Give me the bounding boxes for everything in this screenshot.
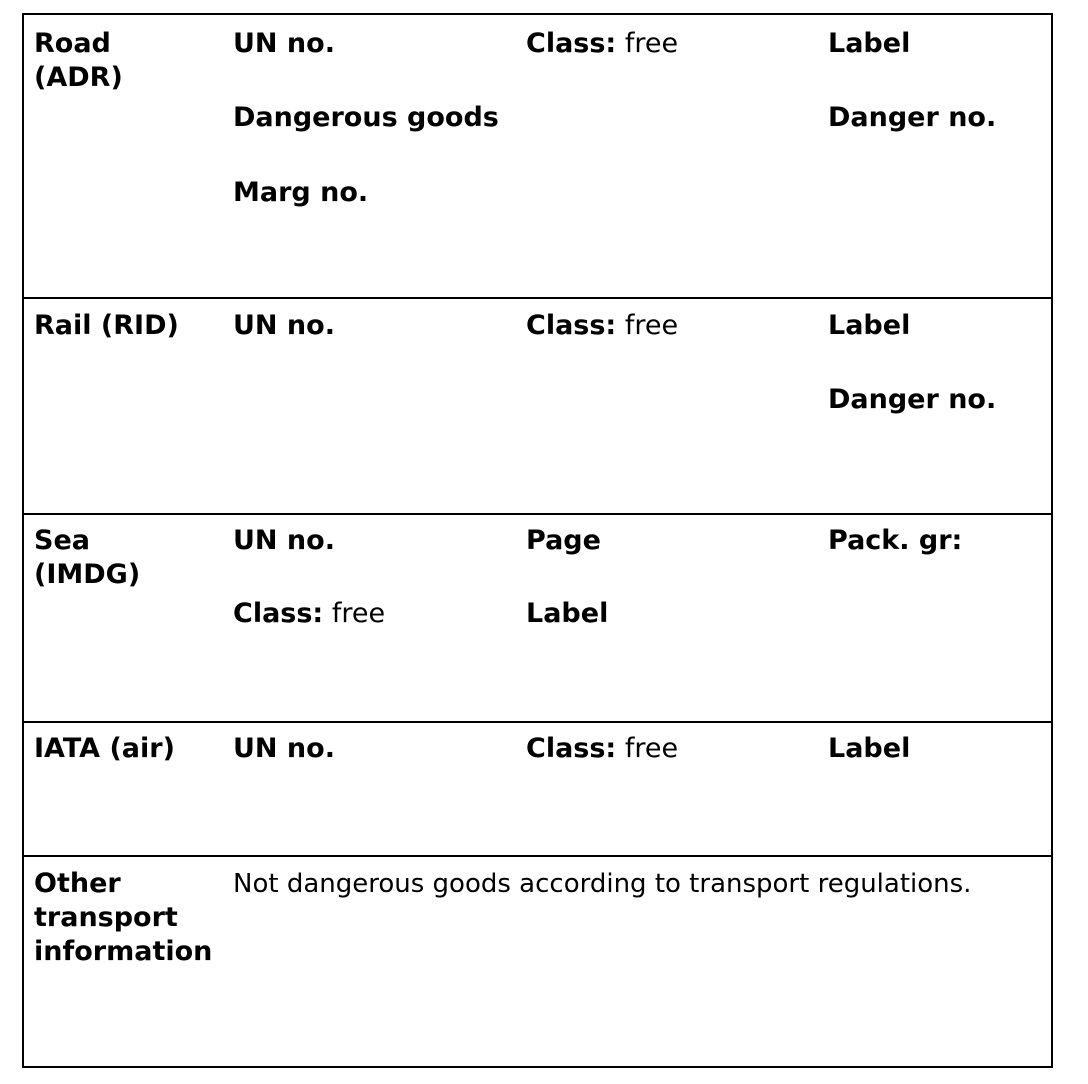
rail-class-label: Class: (526, 310, 617, 341)
sea-pack-gr-label: Pack. gr: (828, 525, 963, 556)
mode-label-rail: Rail (RID) (34, 310, 179, 341)
rail-label-label: Label (828, 310, 911, 341)
air-class-value: free (624, 733, 679, 764)
road-un-no-label: UN no. (233, 28, 335, 59)
row-iata-air (24, 721, 1051, 855)
mode-label-other: Other transport information (34, 868, 213, 967)
road-label-label: Label (828, 28, 911, 59)
rail-danger-no-label: Danger no. (828, 384, 997, 415)
row-road-adr (24, 15, 1051, 297)
road-marg-no-label: Marg no. (233, 177, 369, 208)
transport-information-table (22, 13, 1053, 1068)
sea-class-label: Class: (233, 598, 324, 629)
road-dangerous-goods-label: Dangerous goods (233, 102, 499, 133)
rail-class-value: free (624, 310, 679, 341)
rail-un-no-label: UN no. (233, 310, 335, 341)
row-rail-rid (24, 297, 1051, 513)
road-class-label: Class: (526, 28, 617, 59)
air-un-no-label: UN no. (233, 733, 335, 764)
rail-class-field (526, 309, 678, 343)
sea-page-label: Page (526, 525, 601, 556)
row-other-transport (24, 855, 1051, 1066)
mode-label-road: Road (ADR) (34, 28, 123, 93)
sea-un-no-label: UN no. (233, 525, 335, 556)
mode-label-air: IATA (air) (34, 733, 175, 764)
air-label-label: Label (828, 733, 911, 764)
road-class-value: free (624, 28, 679, 59)
air-class-field (526, 732, 678, 766)
other-transport-text: Not dangerous goods according to transport regulations. (233, 869, 972, 899)
sea-class-value: free (331, 598, 386, 629)
row-sea-imdg (24, 513, 1051, 721)
road-danger-no-label: Danger no. (828, 102, 997, 133)
air-class-label: Class: (526, 733, 617, 764)
sea-class-field (233, 597, 385, 631)
sea-label-label: Label (526, 598, 609, 629)
mode-label-sea: Sea (IMDG) (34, 525, 141, 590)
road-class-field (526, 27, 678, 61)
